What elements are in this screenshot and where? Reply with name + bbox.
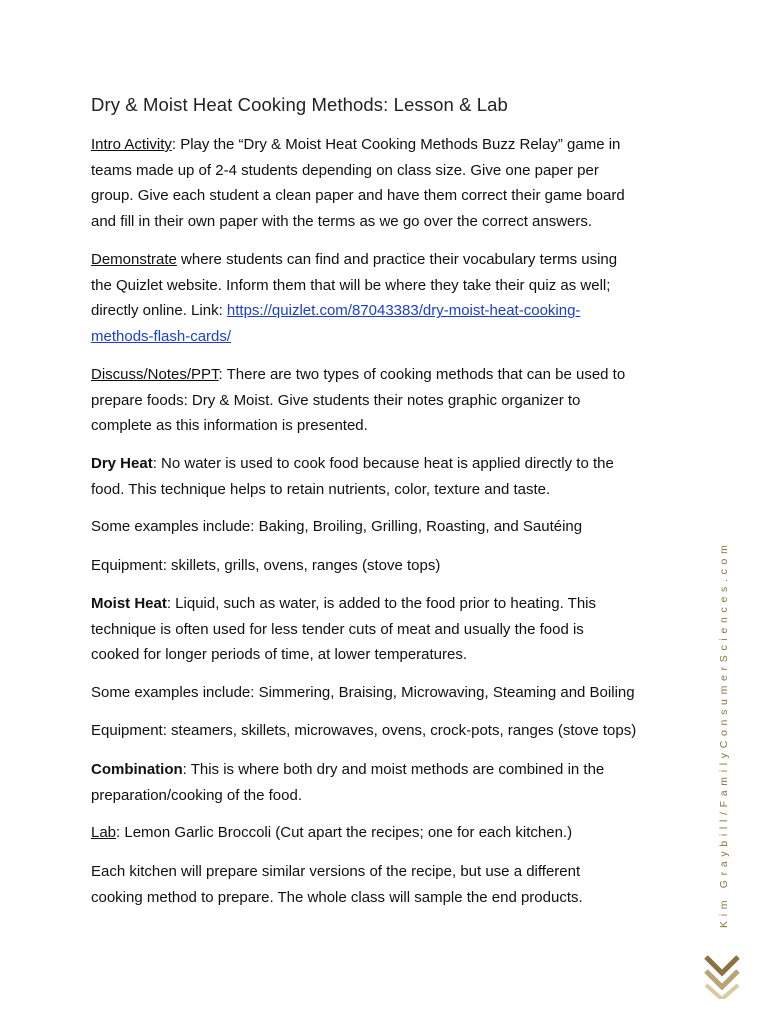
combination-text-2: preparation/cooking of the food. <box>91 786 302 804</box>
lab-description <box>91 859 691 910</box>
dry-heat-equipment <box>91 553 691 579</box>
lab-description-2: cooking method to prepare. The whole class will sample the end products. <box>91 888 583 906</box>
combination-paragraph <box>91 757 691 808</box>
quizlet-link-continued[interactable]: methods-flash-cards/ <box>91 328 232 346</box>
quizlet-link[interactable]: https://quizlet.com/87043383/dry-moist-heat-cooking- <box>226 302 581 320</box>
moist-heat-equipment <box>91 718 691 744</box>
moist-heat-label: Moist Heat <box>91 595 167 612</box>
dry-heat-label: Dry Heat <box>91 455 153 472</box>
sidebar-credit: Kim Graybill/FamilyConsumerSciences.com <box>718 540 730 928</box>
intro-label: Intro Activity <box>91 136 172 153</box>
page-title: Dry & Moist Heat Cooking Methods: Lesson & Lab <box>91 94 508 115</box>
moist-heat-examples <box>91 680 691 706</box>
dry-heat-examples-text: Some examples include: Baking, Broiling, Grilling, Roasting, and Sautéing <box>91 518 583 535</box>
moist-heat-text-2: technique is often used for less tender cuts of meat and usually the food is <box>91 620 584 638</box>
dry-heat-examples <box>91 514 691 540</box>
intro-text-3: group. Give each student a clean paper and have them correct their game board <box>91 187 625 205</box>
dry-heat-text-2: food. This technique helps to retain nutrients, color, texture and taste. <box>91 480 551 498</box>
moist-heat-examples-text: Some examples include: Simmering, Braising, Microwaving, Steaming and Boiling <box>91 684 635 701</box>
discuss-label: Discuss/Notes/PPT <box>91 366 219 383</box>
moist-heat-paragraph <box>91 591 691 668</box>
lab-text-1: : Lemon Garlic Broccoli (Cut apart the recipes; one for each kitchen.) <box>116 824 573 841</box>
double-chevron-down-icon <box>703 951 741 999</box>
demonstrate-text-1: where students can find and practice their vocabulary terms using <box>176 251 618 268</box>
discuss-paragraph <box>91 362 691 439</box>
dry-heat-text-1: : No water is used to cook food because heat is applied directly to the <box>152 455 614 472</box>
combination-text-1: : This is where both dry and moist methods are combined in the <box>182 761 605 778</box>
combination-label: Combination <box>91 761 183 778</box>
intro-text-1: : Play the “Dry & Moist Heat Cooking Methods Buzz Relay” game in <box>171 136 621 153</box>
moist-heat-text-3: cooked for longer periods of time, at lower temperatures. <box>91 646 468 664</box>
demonstrate-text-3: directly online. Link: <box>91 302 227 320</box>
lab-label: Lab <box>91 824 117 841</box>
demonstrate-label: Demonstrate <box>91 251 177 268</box>
intro-text-4: and fill in their own paper with the terms as we go over the correct answers. <box>91 213 593 231</box>
moist-heat-text-1: : Liquid, such as water, is added to the food prior to heating. This <box>166 595 596 612</box>
discuss-text-3: complete as this information is presented. <box>91 417 368 435</box>
demonstrate-paragraph <box>91 247 691 350</box>
discuss-text-1: : There are two types of cooking methods that can be used to <box>218 366 626 383</box>
lab-paragraph <box>91 820 691 846</box>
lab-description-1: Each kitchen will prepare similar versions of the recipe, but use a different <box>91 863 581 880</box>
intro-paragraph <box>91 132 691 235</box>
dry-heat-paragraph <box>91 451 691 502</box>
intro-text-2: teams made up of 2-4 students depending on class size. Give one paper per <box>91 161 599 179</box>
demonstrate-text-2: the Quizlet website. Inform them that will be where they take their quiz as well; <box>91 276 611 294</box>
dry-heat-equipment-text: Equipment: skillets, grills, ovens, ranges (stove tops) <box>91 557 441 574</box>
discuss-text-2: prepare foods: Dry & Moist. Give students their notes graphic organizer to <box>91 391 581 409</box>
moist-heat-equipment-text: Equipment: steamers, skillets, microwaves, ovens, crock-pots, ranges (stove tops) <box>91 722 637 739</box>
